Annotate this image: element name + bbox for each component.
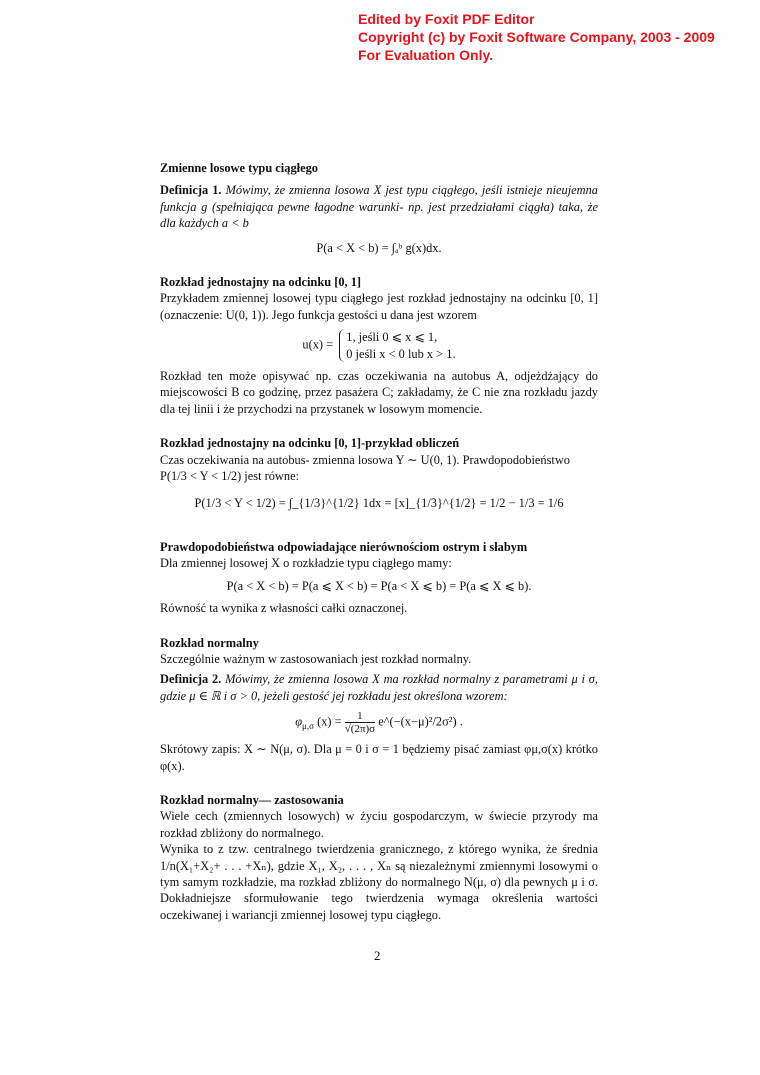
applications-text-1: Wiele cech (zmiennych losowych) w życiu gospodarczym, w świecie przyrody ma rozkład zbliżony do normalnego. xyxy=(160,809,598,840)
watermark-line-3: For Evaluation Only. xyxy=(358,47,494,63)
equation-normal-density xyxy=(160,710,598,735)
equation-inequalities: P(a < X < b) = P(a ⩽ X < b) = P(a < X ⩽ b) = P(a ⩽ X ⩽ b). xyxy=(226,578,532,593)
definition-1-label: Definicja 1. xyxy=(160,183,222,198)
equation-normal-exp: e^(−(x−μ)²/2σ²) . xyxy=(378,714,463,729)
section-title-normal: Rozkład normalny xyxy=(160,635,259,650)
page-number: 2 xyxy=(374,948,381,963)
equation-calc: P(1/3 < Y < 1/2) = ∫_{1/3}^{1/2} 1dx = [x]_{1/3}^{1/2} = 1/2 − 1/3 = 1/6 xyxy=(194,495,564,510)
equation-normal-phi: φ xyxy=(295,714,303,729)
equation-uniform-case-1: 1, jeśli 0 ⩽ x ⩽ 1, xyxy=(346,330,438,345)
equation-normal-den: √(2π)σ xyxy=(344,723,376,736)
document-page xyxy=(160,160,598,923)
watermark-line-1: Edited by Foxit PDF Editor xyxy=(358,11,535,27)
normal-intro: Szczególnie ważnym w zastosowaniach jest rozkład normalny. xyxy=(160,651,472,666)
equation-normal-mid: (x) = xyxy=(317,714,342,729)
definition-1-text: Mówimy, że zmienna losowa X jest typu ciągłego, jeśli istnieje nieujemna funkcja g (spełniająca pewne łagodne warunki- np. jest przedziałami ciągła) taka, że dla każdych a < b xyxy=(160,183,598,231)
foxit-watermark xyxy=(358,10,715,64)
normal-notation: Skrótowy zapis: X ∼ N(μ, σ). Dla μ = 0 i σ = 1 będziemy pisać zamiast φμ,σ(x) krótko φ(x). xyxy=(160,742,598,773)
inequalities-intro: Dla zmiennej losowej X o rozkładzie typu ciągłego mamy: xyxy=(160,556,452,571)
uniform-example: Rozkład ten może opisywać np. czas oczekiwania na autobus A, odjeżdżający do miejscowości B co godzinę, przez pasażera C; zakładamy, że C nie zna rozkładu jazdy dla tej linii i że przychodzi na przystanek w losowym momencie. xyxy=(160,369,598,416)
equation-1: P(a < X < b) = ∫ₐᵇ g(x)dx. xyxy=(316,240,442,255)
calc-intro-2: P(1/3 < Y < 1/2) jest równe: xyxy=(160,469,300,484)
equation-uniform-cases xyxy=(339,329,455,362)
equation-uniform-density xyxy=(160,329,598,362)
section-title-continuous: Zmienne losowe typu ciągłego xyxy=(160,161,318,175)
equation-normal-sub: μ,σ xyxy=(302,720,314,731)
equation-uniform-case-2: 0 jeśli x < 0 lub x > 1. xyxy=(346,346,456,361)
applications-text-2: Wynika to z tzw. centralnego twierdzenia granicznego, z którego wynika, że średnia 1/n(X₁+X₂+ . . . +Xₙ), gdzie X₁, X₂, . . . , Xₙ są niezależnymi zmiennymi losowymi o tym samym rozkładzie, ma rozkład zbliżony do normalnego N(μ, σ) dla pewnych μ i σ. Dokładniejsze sformułowanie tego twierdzenia wymaga określenia wartości oczekiwanej i wariancji zmiennej losowej typu ciągłego. xyxy=(160,842,598,922)
section-title-normal-applications: Rozkład normalny— zastosowania xyxy=(160,792,344,807)
section-title-uniform-calc: Rozkład jednostajny na odcinku [0, 1]-przykład obliczeń xyxy=(160,436,460,451)
uniform-intro: Przykładem zmiennej losowej typu ciągłego jest rozkład jednostajny na odcinku [0, 1] (oznaczenie: U(0, 1)). Jego funkcja gestości u dana jest wzorem xyxy=(160,291,598,322)
section-title-inequalities: Prawdopodobieństwa odpowiadające nierównościom ostrym i słabym xyxy=(160,539,528,554)
watermark-line-2: Copyright (c) by Foxit Software Company, 2003 - 2009 xyxy=(358,29,715,45)
definition-1 xyxy=(160,182,598,231)
definition-2-text: Mówimy, że zmienna losowa X ma rozkład normalny z parametrami μ i σ, gdzie μ ∈ ℝ i σ > 0, jeżeli gestość jej rozkładu jest określona wzorem: xyxy=(160,672,599,703)
inequalities-note: Równość ta wynika z własności całki oznaczonej. xyxy=(160,601,408,616)
section-title-uniform: Rozkład jednostajny na odcinku [0, 1] xyxy=(160,275,362,290)
definition-2-label: Definicja 2. xyxy=(160,672,222,687)
definition-2 xyxy=(160,671,598,704)
equation-normal-num: 1 xyxy=(345,710,375,723)
calc-intro: Czas oczekiwania na autobus- zmienna losowa Y ∼ U(0, 1). Prawdopodobieństwo xyxy=(160,452,570,467)
equation-uniform-lhs: u(x) = xyxy=(302,337,334,352)
equation-normal-fraction xyxy=(345,710,375,735)
